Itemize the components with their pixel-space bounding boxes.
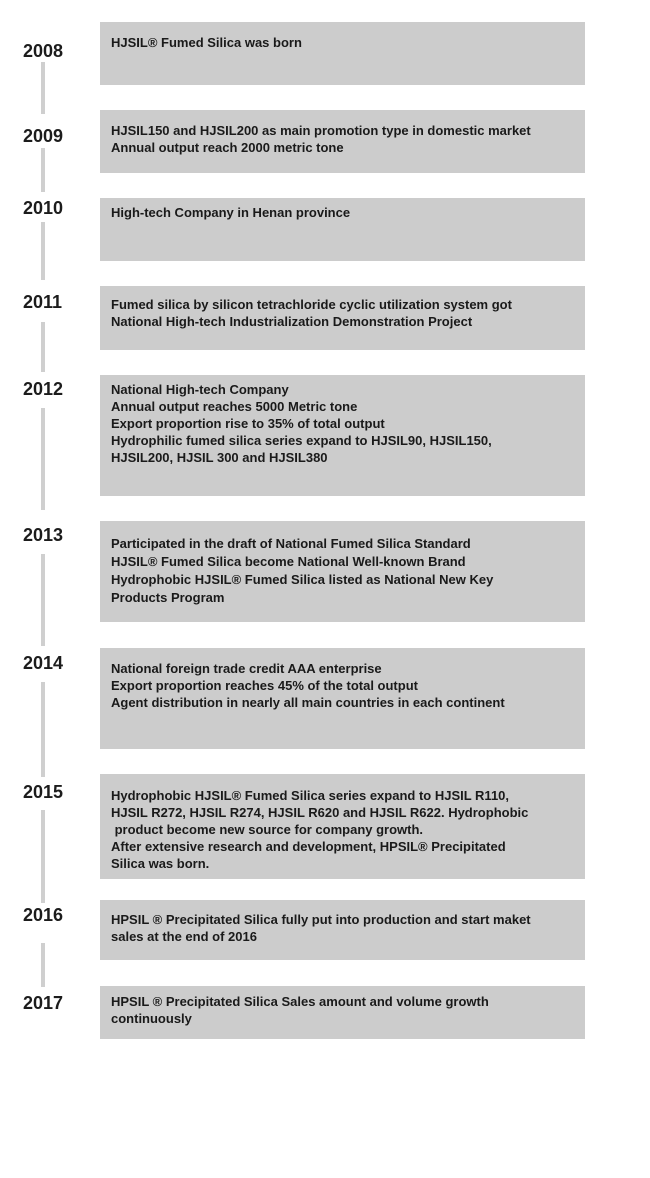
timeline-entry-line: Hydrophobic HJSIL® Fumed Silica series expand to HJSIL R110, <box>111 788 510 803</box>
timeline-entry-line: Hydrophobic HJSIL® Fumed Silica listed as National New Key <box>111 572 494 587</box>
timeline-connector <box>41 322 45 372</box>
timeline-entry-line: Export proportion reaches 45% of the total output <box>111 678 418 693</box>
timeline-entry-line: Fumed silica by silicon tetrachloride cyclic utilization system got <box>111 297 512 312</box>
timeline-entry <box>100 900 585 960</box>
timeline-entry <box>100 648 585 749</box>
timeline-entry-line: National foreign trade credit AAA enterprise <box>111 661 382 676</box>
timeline-entry-line: Agent distribution in nearly all main countries in each continent <box>111 695 505 710</box>
timeline-entry-line: HPSIL ® Precipitated Silica Sales amount and volume growth <box>111 994 489 1009</box>
timeline-connector <box>41 554 45 646</box>
timeline-entry-line: Participated in the draft of National Fumed Silica Standard <box>111 536 471 551</box>
timeline-entry <box>100 521 585 622</box>
timeline-year: 2017 <box>23 993 64 1013</box>
timeline-entry-line: sales at the end of 2016 <box>111 929 257 944</box>
timeline-entry-line: Export proportion rise to 35% of total output <box>111 416 385 431</box>
timeline-entry-line: National High-tech Company <box>111 382 289 397</box>
timeline-entry <box>100 110 585 173</box>
timeline-entry <box>100 22 585 85</box>
timeline-entry-line: product become new source for company growth. <box>111 822 424 837</box>
timeline-entry <box>100 986 585 1039</box>
timeline-entry <box>100 286 585 350</box>
timeline-year: 2014 <box>23 653 64 673</box>
timeline-year: 2016 <box>23 905 64 925</box>
timeline-entry <box>100 375 585 496</box>
timeline-entry-line: Products Program <box>111 590 225 605</box>
timeline-entry <box>100 774 585 879</box>
timeline-connector <box>41 943 45 987</box>
timeline-year: 2013 <box>23 525 64 545</box>
timeline-year: 2010 <box>23 198 64 218</box>
timeline-entry-line: High-tech Company in Henan province <box>111 205 351 220</box>
timeline-entry-line: Silica was born. <box>111 856 210 871</box>
timeline-entry-line: Hydrophilic fumed silica series expand to HJSIL90, HJSIL150, <box>111 433 492 448</box>
timeline-year: 2008 <box>23 41 64 61</box>
timeline-connector <box>41 62 45 114</box>
timeline-year: 2012 <box>23 379 64 399</box>
timeline-connector <box>41 682 45 777</box>
timeline-year: 2011 <box>23 292 63 312</box>
timeline-entry-line: HJSIL150 and HJSIL200 as main promotion type in domestic market <box>111 123 531 138</box>
timeline-entry-line: HJSIL® Fumed Silica was born <box>111 35 302 50</box>
timeline-connector <box>41 222 45 280</box>
timeline-entry-line: HJSIL R272, HJSIL R274, HJSIL R620 and HJSIL R622. Hydrophobic <box>111 805 529 820</box>
timeline-entry-line: National High-tech Industrialization Demonstration Project <box>111 314 473 329</box>
timeline-entry-line: HJSIL200, HJSIL 300 and HJSIL380 <box>111 450 328 465</box>
timeline-year: 2015 <box>23 782 64 802</box>
timeline-entry-line: HPSIL ® Precipitated Silica fully put into production and start maket <box>111 912 531 927</box>
timeline-connector <box>41 408 45 510</box>
timeline-entry-line: HJSIL® Fumed Silica become National Well-known Brand <box>111 554 466 569</box>
timeline-entry-line: After extensive research and development, HPSIL® Precipitated <box>111 839 506 854</box>
timeline-connector <box>41 148 45 192</box>
timeline-year: 2009 <box>23 126 64 146</box>
timeline-entry <box>100 198 585 261</box>
timeline-connector <box>41 810 45 903</box>
timeline-entry-line: Annual output reach 2000 metric tone <box>111 140 344 155</box>
timeline-entry-line: continuously <box>111 1011 192 1026</box>
timeline-entry-line: Annual output reaches 5000 Metric tone <box>111 399 358 414</box>
